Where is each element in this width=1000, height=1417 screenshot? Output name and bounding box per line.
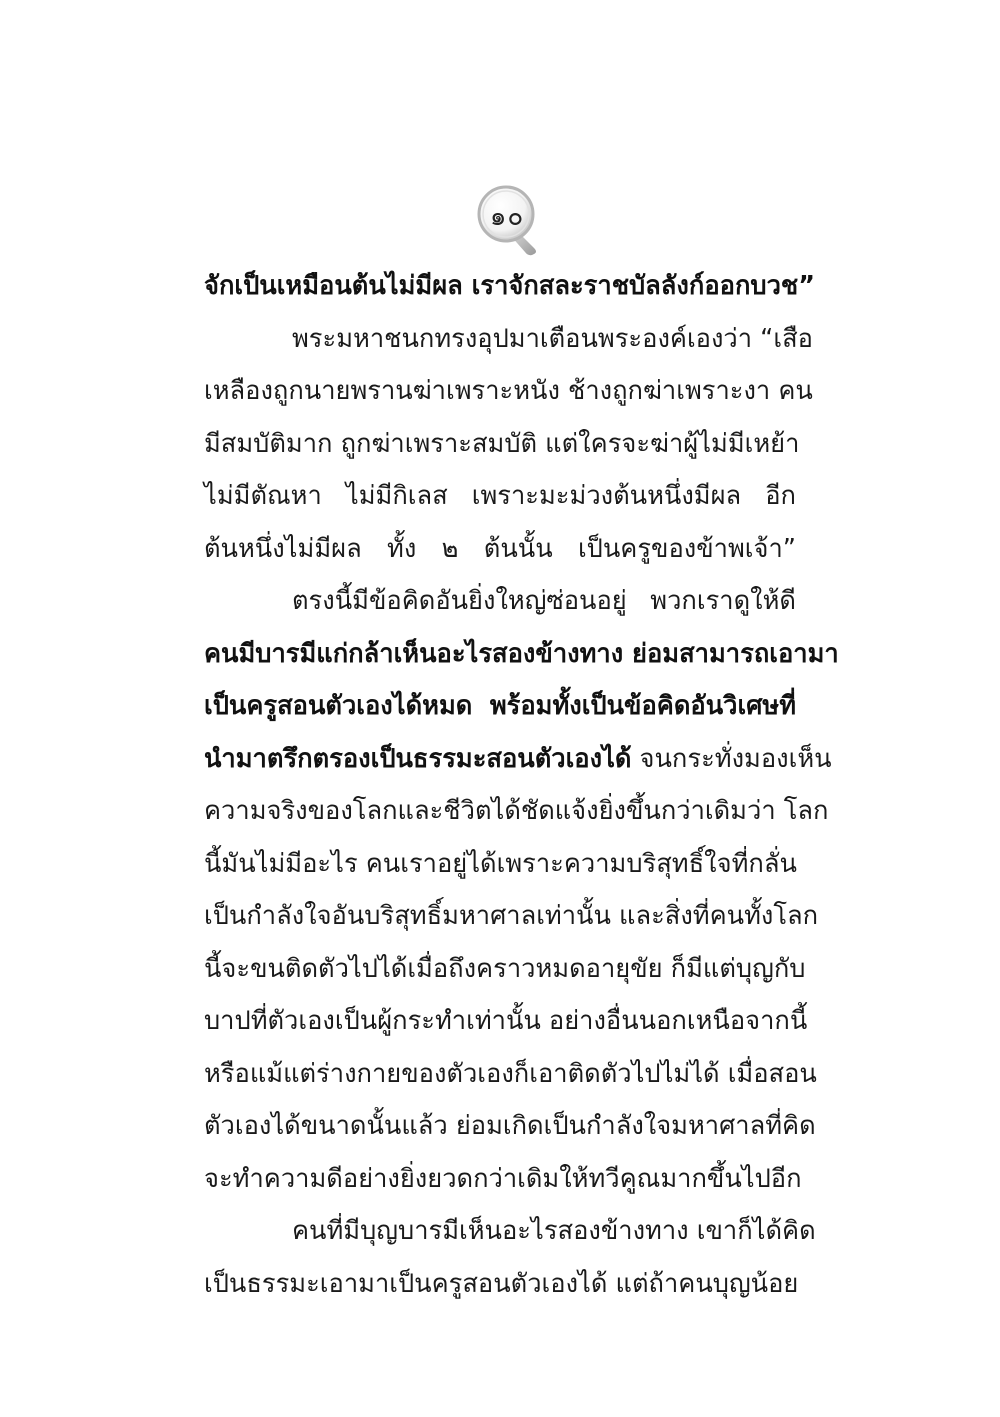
text-line: เป็นกำลังใจอันบริสุทธิ์มหาศาลเท่านั้น และสิ่งที่คนทั้งโลก xyxy=(204,901,819,931)
text-line-bold: เป็นครูสอนตัวเองได้หมด พร้อมทั้งเป็นข้อคิดอันวิเศษที่ xyxy=(204,691,796,721)
page-number-badge xyxy=(464,180,544,260)
text-line: นี้มันไม่มีอะไร คนเราอยู่ได้เพราะความบริสุทธิ์ใจที่กลั่น xyxy=(204,848,797,879)
text-line: หรือแม้แต่ร่างกายของตัวเองก็เอาติดตัวไปไม่ได้ เมื่อสอน xyxy=(204,1058,817,1089)
text-line-bold: จักเป็นเหมือนต้นไม่มีผล เราจักสละราชบัลลังก์ออกบวช” xyxy=(204,271,815,301)
text-line: เป็นธรรมะเอามาเป็นครูสอนตัวเองได้ แต่ถ้าคนบุญน้อย xyxy=(204,1268,799,1299)
text-line: ไม่มีตัณหา ไม่มีกิเลส เพราะมะม่วงต้นหนึ่งมีผล อีก xyxy=(204,481,796,511)
text-line: มีสมบัติมาก ถูกฆ่าเพราะสมบัติ แต่ใครจะฆ่าผู้ไม่มีเหย้า xyxy=(204,428,800,459)
text-line-bold: คนมีบารมีแก่กล้าเห็นอะไรสองข้างทาง ย่อมสามารถเอามา xyxy=(204,638,839,669)
page-number: ๑๐ xyxy=(489,202,525,232)
text-line: ตัวเองได้ขนาดนั้นแล้ว ย่อมเกิดเป็นกำลังใจมหาศาลที่คิด xyxy=(204,1111,816,1141)
text-line-indented: คนที่มีบุญบารมีเห็นอะไรสองข้างทาง เขาก็ได้คิด xyxy=(292,1216,816,1246)
text-line-indented: พระมหาชนกทรงอุปมาเตือนพระองค์เองว่า “เสือ xyxy=(292,323,813,354)
emphasis-text: นำมาตรึกตรองเป็นธรรมะสอนตัวเองได้ xyxy=(204,743,632,774)
text-line-mixed xyxy=(204,733,832,786)
text-line: จะทำความดีอย่างยิ่งยวดกว่าเดิมให้ทวีคูณมากขึ้นไปอีก xyxy=(204,1163,802,1194)
text-line: บาปที่ตัวเองเป็นผู้กระทำเท่านั้น อย่างอื่นนอกเหนือจากนี้ xyxy=(204,1006,808,1036)
text-span: จนกระทั่งมองเห็น xyxy=(631,743,832,774)
text-line: ความจริงของโลกและชีวิตได้ชัดแจ้งยิ่งขึ้นกว่าเดิมว่า โลก xyxy=(204,796,829,826)
text-line: เหลืองถูกนายพรานฆ่าเพราะหนัง ช้างถูกฆ่าเพราะงา คน xyxy=(204,376,813,406)
body-text xyxy=(204,260,839,1310)
text-line-indented: ตรงนี้มีข้อคิดอันยิ่งใหญ่ซ่อนอยู่ พวกเราดูให้ดี xyxy=(292,586,796,616)
text-line: ต้นหนึ่งไม่มีผล ทั้ง ๒ ต้นนั้น เป็นครูของข้าพเจ้า” xyxy=(204,533,796,564)
text-line: นี้จะขนติดตัวไปได้เมื่อถึงคราวหมดอายุขัย ก็มีแต่บุญกับ xyxy=(204,953,806,984)
